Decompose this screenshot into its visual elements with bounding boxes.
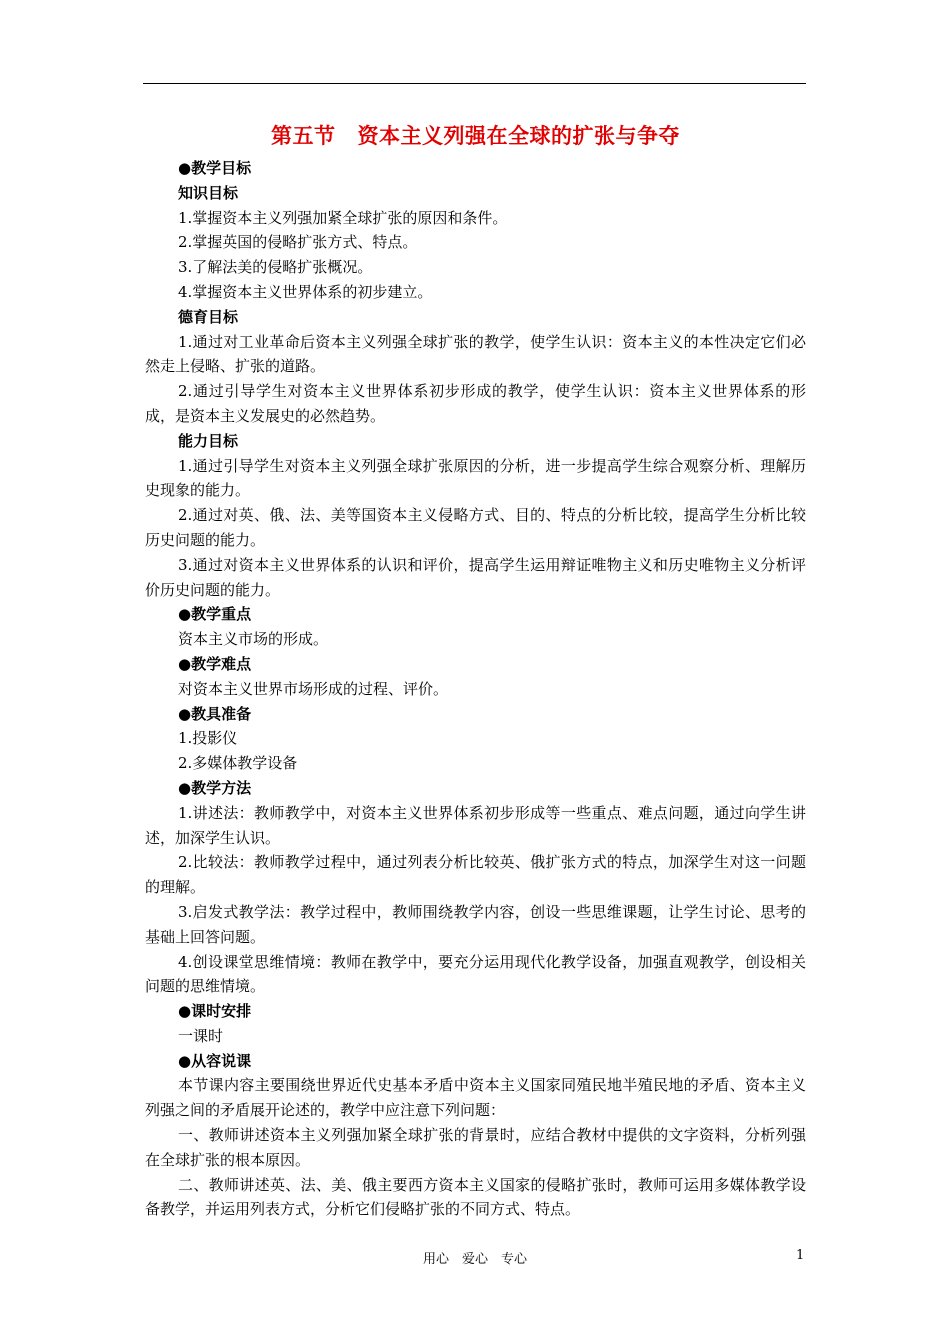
goals-heading: ●教学目标 xyxy=(178,159,252,177)
schedule-text: 一课时 xyxy=(178,1026,224,1045)
knowledge-item: 3.了解法美的侵略扩张概况。 xyxy=(178,258,373,277)
document-body xyxy=(145,118,806,1222)
moral-item: 1.通过对工业革命后资本主义列强全球扩张的教学，使学生认识：资本主义的本性决定它们必然走上侵略、扩张的道路。 xyxy=(145,332,806,376)
moral-heading: 德育目标 xyxy=(178,307,239,326)
tools-item: 2.多媒体教学设备 xyxy=(178,754,298,773)
focus-heading: ●教学重点 xyxy=(178,605,252,624)
methods-item: 2.比较法：教师教学过程中，通过列表分析比较英、俄扩张方式的特点，加深学生对这一问题的理解。 xyxy=(145,853,806,897)
schedule-heading: ●课时安排 xyxy=(178,1002,252,1021)
knowledge-item: 4.掌握资本主义世界体系的初步建立。 xyxy=(178,282,433,301)
focus-text: 资本主义市场的形成。 xyxy=(178,630,329,649)
moral-item: 2.通过引导学生对资本主义世界体系初步形成的教学，使学生认识：资本主义世界体系的形成，是资本主义发展史的必然趋势。 xyxy=(145,382,806,425)
overview-heading: ●从容说课 xyxy=(178,1051,252,1070)
page-title xyxy=(145,118,806,154)
ability-heading: 能力目标 xyxy=(178,431,239,450)
overview-item: 一、教师讲述资本主义列强加紧全球扩张的背景时，应结合教材中提供的文字资料，分析列强在全球扩张的根本原因。 xyxy=(145,1126,806,1169)
methods-heading: ●教学方法 xyxy=(178,778,252,797)
difficulty-heading: ●教学难点 xyxy=(178,654,252,673)
methods-item: 4.创设课堂思维情境：教师在教学中，要充分运用现代化教学设备，加强直观教学，创设相关问题的思维情境。 xyxy=(145,952,806,996)
tools-heading: ●教具准备 xyxy=(178,704,252,723)
overview-item: 二、教师讲述英、法、美、俄主要西方资本主义国家的侵略扩张时，教师可运用多媒体教学设备教学，并运用列表方式，分析它们侵略扩张的不同方式、特点。 xyxy=(145,1175,806,1219)
footer-motto: 用心 爱心 专心 xyxy=(422,1252,527,1267)
ability-item: 3.通过对资本主义世界体系的认识和评价，提高学生运用辩证唯物主义和历史唯物主义分析评价历史问题的能力。 xyxy=(145,555,806,599)
overview-item: 本节课内容主要围绕世界近代史基本矛盾中资本主义国家同殖民地半殖民地的矛盾、资本主义列强之间的矛盾展开论述的，教学中应注意下列问题： xyxy=(145,1076,806,1120)
ability-item: 2.通过对英、俄、法、美等国资本主义侵略方式、目的、特点的分析比较，提高学生分析比较历史问题的能力。 xyxy=(145,506,806,549)
knowledge-heading: 知识目标 xyxy=(178,183,239,202)
knowledge-item: 2.掌握英国的侵略扩张方式、特点。 xyxy=(178,233,418,252)
title-text: 资本主义列强在全球的扩张与争夺 xyxy=(357,124,680,148)
title-section-number: 第五节 xyxy=(271,124,336,148)
methods-item: 1.讲述法：教师教学中，对资本主义世界体系初步形成等一些重点、难点问题，通过向学生讲述，加深学生认识。 xyxy=(145,803,806,847)
tools-item: 1.投影仪 xyxy=(178,729,238,748)
knowledge-item: 1.掌握资本主义列强加紧全球扩张的原因和条件。 xyxy=(178,208,508,227)
ability-item: 1.通过引导学生对资本主义列强全球扩张原因的分析，进一步提高学生综合观察分析、理解历史现象的能力。 xyxy=(145,456,806,500)
difficulty-text: 对资本主义世界市场形成的过程、评价。 xyxy=(178,679,449,698)
header-rule xyxy=(143,83,806,84)
methods-item: 3.启发式教学法：教学过程中，教师围绕教学内容，创设一些思维课题，让学生讨论、思考的基础上回答问题。 xyxy=(145,902,806,946)
page-number: 1 xyxy=(796,1248,805,1263)
